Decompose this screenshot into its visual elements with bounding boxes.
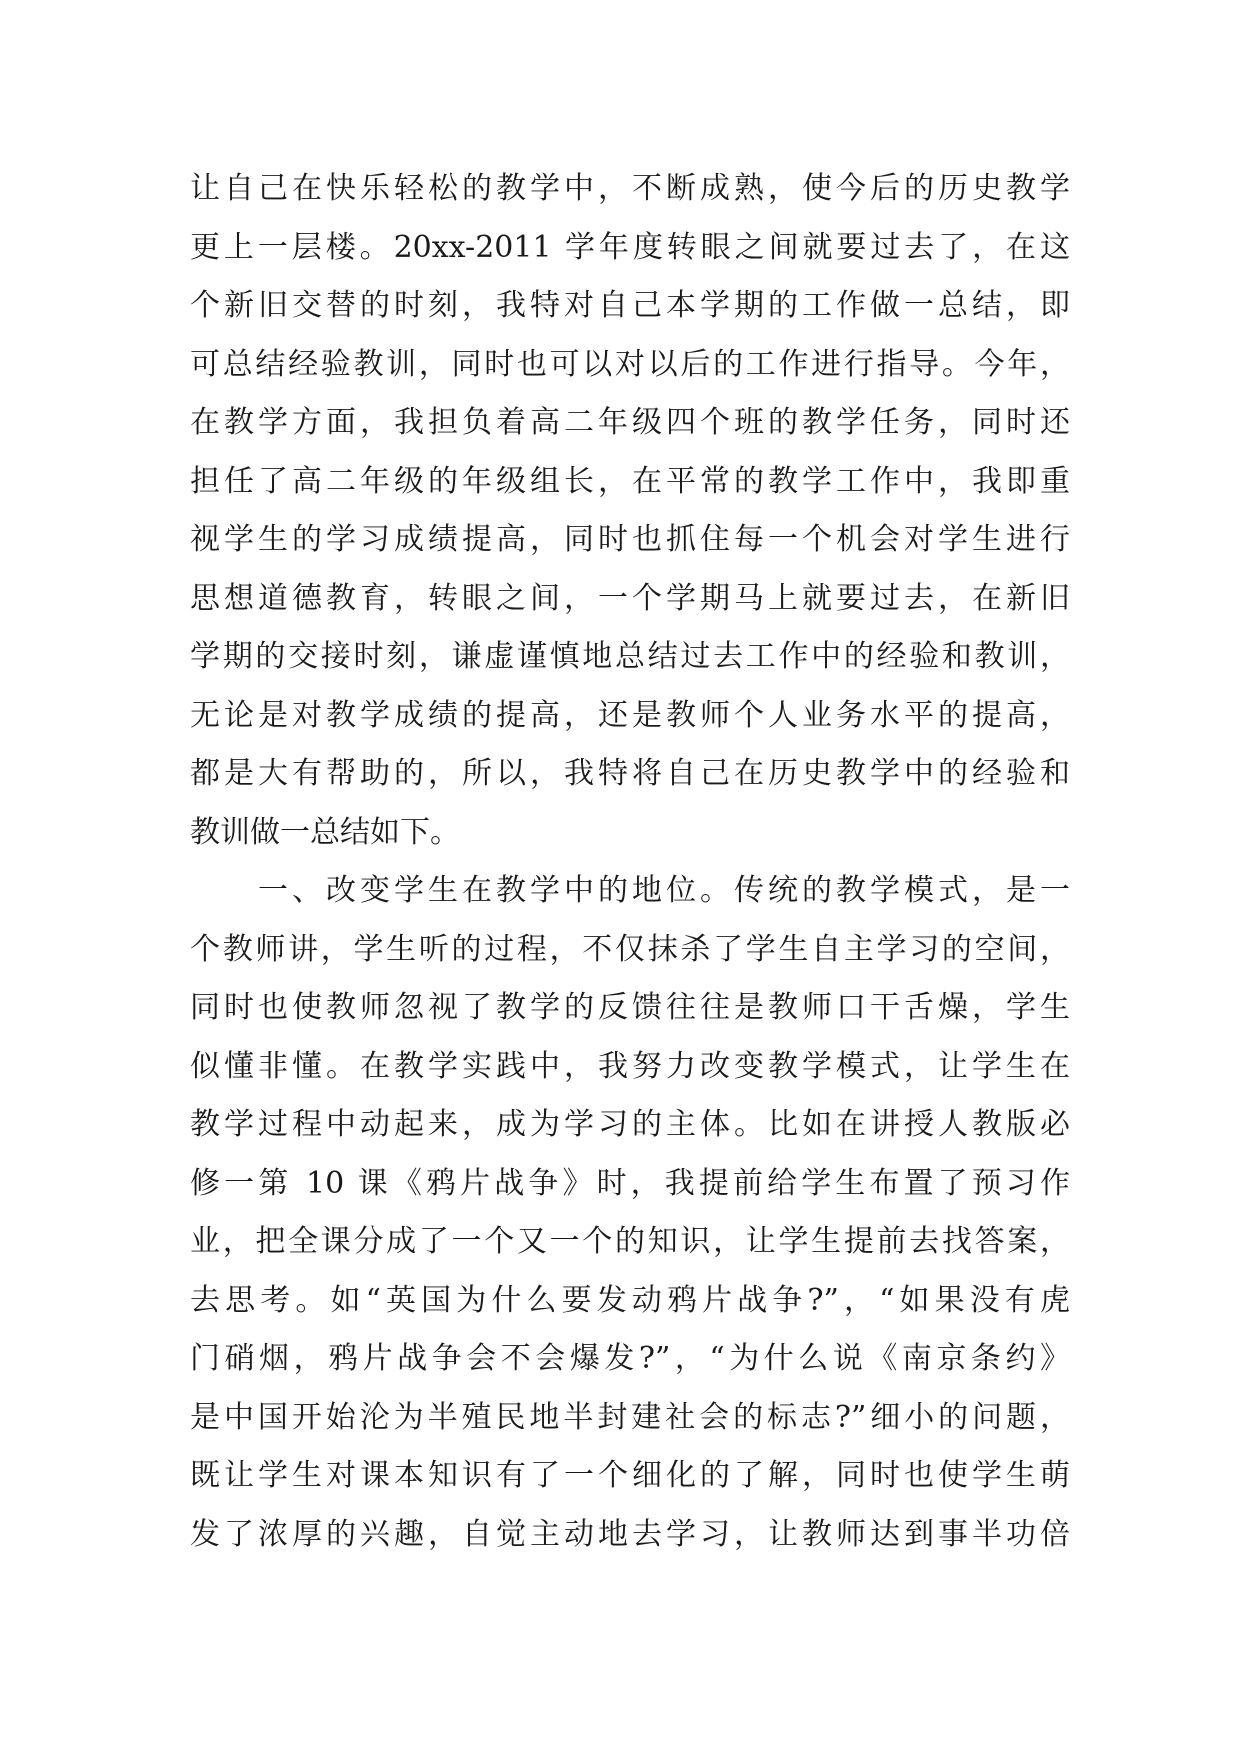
text-line: 同时也使教师忽视了教学的反馈往往是教师口干舌燥，学生 [190, 990, 1070, 1025]
text-line-paragraph-end: 教训做一总结如下。 [190, 814, 460, 850]
text-line: 是中国开始沦为半殖民地半封建社会的标志?”细小的问题， [190, 1399, 1070, 1435]
text-line: 门硝烟，鸦片战争会不会爆发?”，“为什么说《南京条约》 [190, 1341, 1070, 1376]
text-line: 可总结经验教训，同时也可以对以后的工作进行指导。今年， [190, 346, 1070, 382]
text-line: 学期的交接时刻，谦虚谨慎地总结过去工作中的经验和教训， [190, 639, 1070, 674]
text-line: 思想道德教育，转眼之间，一个学期马上就要过去，在新旧 [190, 580, 1070, 616]
text-line: 去思考。如“英国为什么要发动鸦片战争?”，“如果没有虎 [190, 1282, 1070, 1318]
text-line: 既让学生对课本知识有了一个细化的了解，同时也使学生萌 [190, 1458, 1070, 1493]
text-line: 都是大有帮助的，所以，我特将自己在历史教学中的经验和 [190, 756, 1070, 791]
body-text [190, 160, 1070, 1564]
text-line: 个教师讲，学生听的过程，不仅抹杀了学生自主学习的空间， [190, 931, 1070, 967]
text-line: 个新旧交替的时刻，我特对自己本学期的工作做一总结，即 [190, 288, 1070, 323]
text-line: 视学生的学习成绩提高，同时也抓住每一个机会对学生进行 [190, 522, 1070, 557]
text-line: 在教学方面，我担负着高二年级四个班的教学任务，同时还 [190, 405, 1070, 440]
text-line: 更上一层楼。20xx-2011 学年度转眼之间就要过去了，在这 [190, 229, 1070, 265]
text-line-paragraph-start: 一、改变学生在教学中的地位。传统的教学模式，是一 [190, 873, 1070, 908]
text-line: 教学过程中动起来，成为学习的主体。比如在讲授人教版必 [190, 1107, 1070, 1142]
text-line: 似懂非懂。在教学实践中，我努力改变教学模式，让学生在 [190, 1048, 1070, 1084]
text-line: 修一第 10 课《鸦片战争》时，我提前给学生布置了预习作 [190, 1165, 1070, 1201]
text-line: 发了浓厚的兴趣，自觉主动地去学习，让教师达到事半功倍 [190, 1516, 1070, 1552]
text-line: 无论是对教学成绩的提高，还是教师个人业务水平的提高， [190, 697, 1070, 733]
text-line: 业，把全课分成了一个又一个的知识，让学生提前去找答案， [190, 1224, 1070, 1259]
text-line: 让自己在快乐轻松的教学中，不断成熟，使今后的历史教学 [190, 171, 1070, 206]
text-line: 担任了高二年级的年级组长，在平常的教学工作中，我即重 [190, 463, 1070, 499]
